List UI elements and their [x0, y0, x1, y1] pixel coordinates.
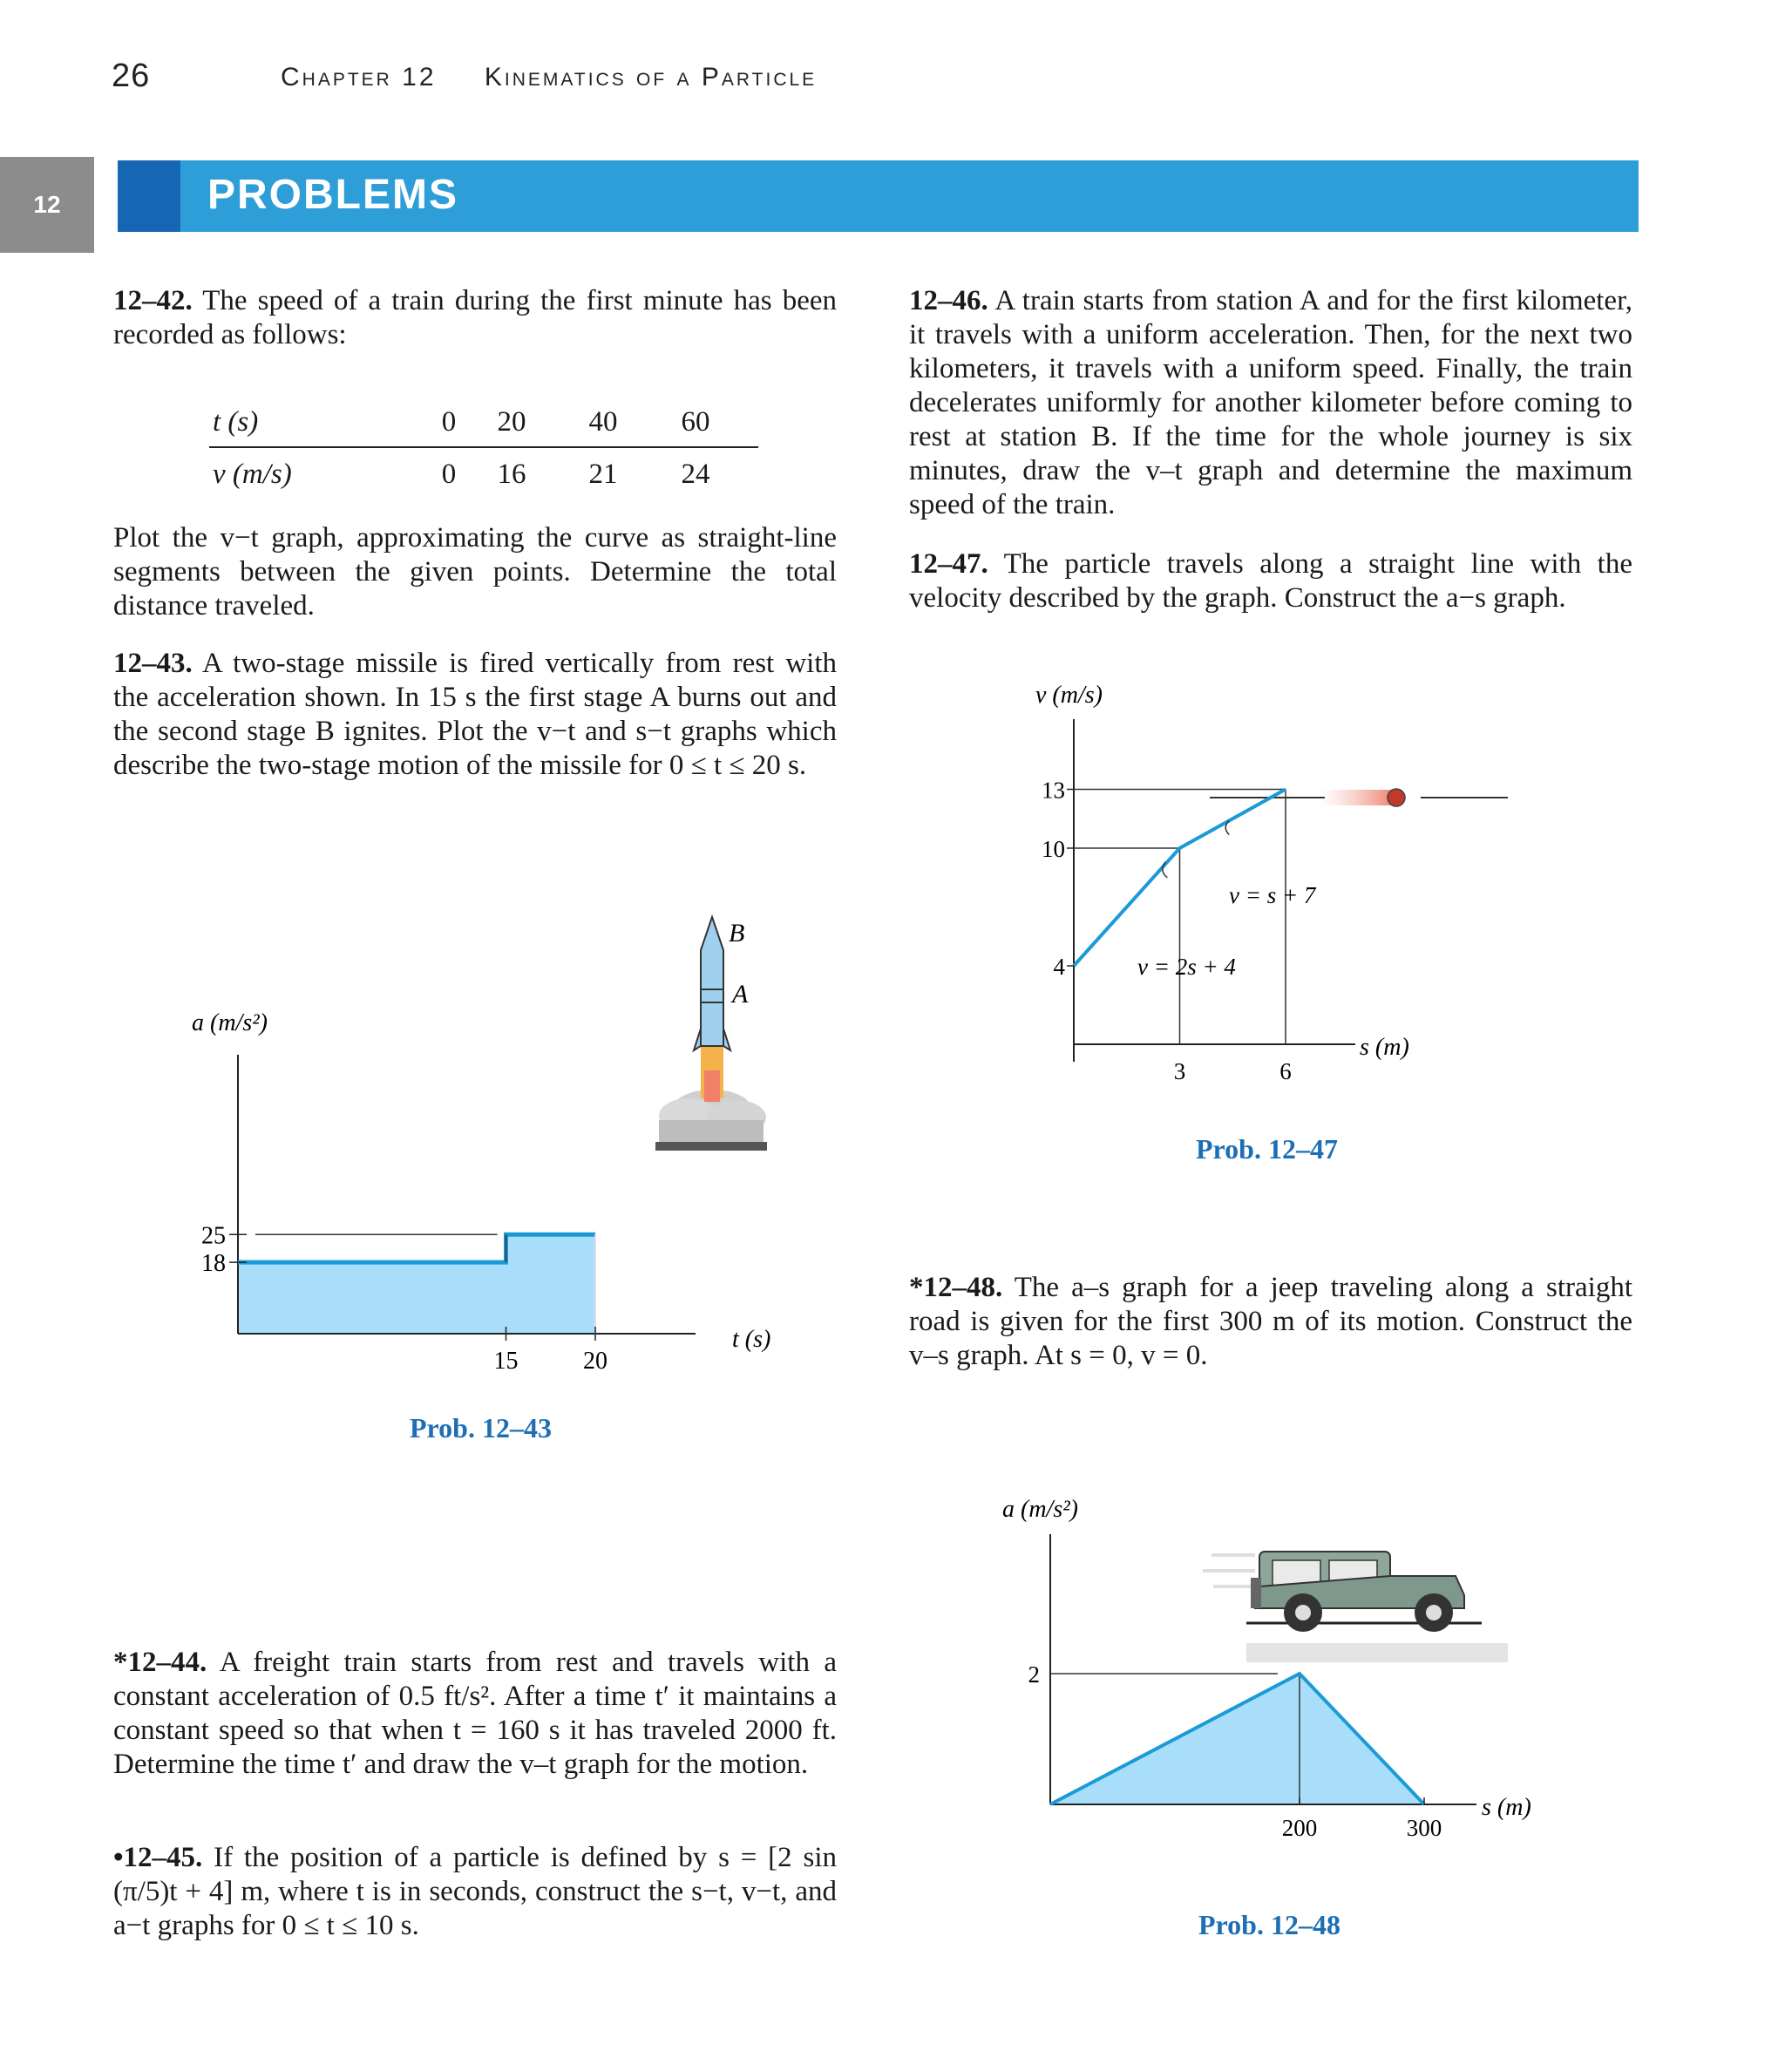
chapter-title: Kinematics of a Particle — [484, 63, 818, 92]
side-chapter-tab: 12 — [0, 157, 94, 253]
figure-12-47 — [1011, 671, 1534, 1107]
figure-caption-12-47: Prob. 12–47 — [1196, 1133, 1338, 1165]
y-tick-label: 4 — [1053, 954, 1065, 980]
table-row-label: v (m/s) — [213, 459, 292, 490]
problem-text: A freight train starts from rest and travels with a constant acceleration of 0.5 ft/s². After a time t′ it maintains a constant speed so that when t = 160 s it has traveled 2000 ft. Determine the time t′ and draw the v–t graph for the motion. — [113, 1647, 837, 1780]
y-axis-label: v (m/s) — [1035, 682, 1103, 709]
problem-number: 12–47. — [909, 548, 988, 580]
chapter-label: Chapter 12 — [281, 63, 437, 92]
table-cell: 0 — [441, 406, 457, 438]
problem-12-44 — [113, 1646, 837, 1782]
y-tick-label: 13 — [1042, 777, 1065, 804]
rocket-illustration — [655, 917, 767, 1151]
y-axis-label: a (m/s²) — [192, 1009, 268, 1036]
equation-label-2: v = s + 7 — [1229, 882, 1316, 908]
problem-text: The particle travels along a straight line with the velocity described by the graph. Construct the a−s graph. — [909, 548, 1632, 614]
table-cell: 40 — [588, 406, 618, 438]
figure-12-48 — [994, 1482, 1560, 1848]
problem-text: The a–s graph for a jeep traveling along a straight road is given for the first 300 m of its motion. Construct the v–s graph. At s = 0, v = 0. — [909, 1272, 1632, 1371]
problem-12-46 — [909, 284, 1632, 522]
rocket-label-a: A — [732, 980, 749, 1009]
y-axis-label: a (m/s²) — [1002, 1496, 1078, 1523]
x-axis-label: t (s) — [732, 1326, 771, 1353]
problem-text: A train starts from station A and for the first kilometer, it travels with a uniform acceleration. Then, for the next two kilometers, it travels with a uniform speed. Finally, the train decelerates uniformly for another kilometer before coming to rest at station B. If the time for the whole journey is six minutes, draw the v–t graph and determine the maximum speed of the train. — [909, 285, 1632, 520]
table-cell: 24 — [681, 459, 710, 490]
x-tick-label: 20 — [583, 1348, 607, 1375]
table-row — [209, 459, 758, 493]
area-fill — [238, 1234, 595, 1334]
rocket-label-b: B — [729, 919, 745, 948]
table-row — [209, 406, 758, 441]
problem-number: •12–45. — [113, 1842, 203, 1873]
x-axis-label: s (m) — [1360, 1034, 1409, 1061]
problem-12-43 — [113, 647, 837, 783]
area-fill — [1050, 1674, 1424, 1804]
figure-12-43 — [174, 907, 802, 1395]
table-cell: 20 — [497, 406, 526, 438]
moving-particle-illustration — [1210, 789, 1508, 806]
equation-label-1: v = 2s + 4 — [1137, 954, 1236, 980]
x-tick-label: 15 — [493, 1348, 519, 1375]
problem-12-48 — [909, 1271, 1632, 1373]
table-row-label: t (s) — [213, 406, 259, 438]
chapter-header — [281, 63, 855, 92]
problem-text: A two-stage missile is fired vertically from rest with the acceleration shown. In 15 s the first stage A burns out and the second stage B ignites. Plot the v−t and s−t graphs which describe the two-stage motion of the missile for 0 ≤ t ≤ 20 s. — [113, 648, 837, 781]
problem-number: 12–42. — [113, 285, 193, 316]
table-cell: 60 — [681, 406, 710, 438]
x-axis-label: s (m) — [1482, 1794, 1531, 1821]
y-tick-label: 2 — [1028, 1661, 1040, 1688]
table-cell: 21 — [588, 459, 618, 490]
x-tick-label: 3 — [1173, 1058, 1186, 1084]
problem-12-42-part2: Plot the v−t graph, approximating the curve as straight-line segments between the given points. Determine the total distance traveled. — [113, 522, 837, 622]
x-tick-label: 6 — [1279, 1058, 1292, 1084]
problem-text: The speed of a train during the first minute has been recorded as follows: — [113, 285, 837, 350]
section-banner-accent — [118, 160, 180, 232]
plot-area — [201, 1055, 696, 1375]
jeep-illustration — [1203, 1552, 1508, 1662]
x-tick-label: 200 — [1281, 1815, 1318, 1841]
problem-number: *12–48. — [909, 1272, 1003, 1303]
problem-12-47 — [909, 547, 1632, 615]
problem-text: If the position of a particle is defined by s = [2 sin (π/5)t + 4] m, where t is in seconds, construct the s−t, v−t, and a−t graphs for 0 ≤ t ≤ 10 s. — [113, 1842, 837, 1941]
y-tick-label: 18 — [201, 1250, 226, 1278]
table-cell: 16 — [497, 459, 526, 490]
table-divider — [209, 446, 758, 448]
problem-number: *12–44. — [113, 1647, 207, 1678]
problem-number: 12–43. — [113, 648, 193, 679]
page-number: 26 — [112, 58, 151, 94]
table-cell: 0 — [441, 459, 457, 490]
y-tick-label: 10 — [1042, 836, 1065, 862]
y-tick-label: 25 — [201, 1222, 226, 1250]
x-tick-label: 300 — [1406, 1815, 1442, 1841]
figure-caption-12-43: Prob. 12–43 — [410, 1412, 552, 1444]
problem-12-45 — [113, 1841, 837, 1943]
problem-number: 12–46. — [909, 285, 988, 316]
problem-12-42 — [113, 284, 837, 352]
section-title: PROBLEMS — [207, 172, 459, 218]
figure-caption-12-48: Prob. 12–48 — [1198, 1909, 1340, 1940]
